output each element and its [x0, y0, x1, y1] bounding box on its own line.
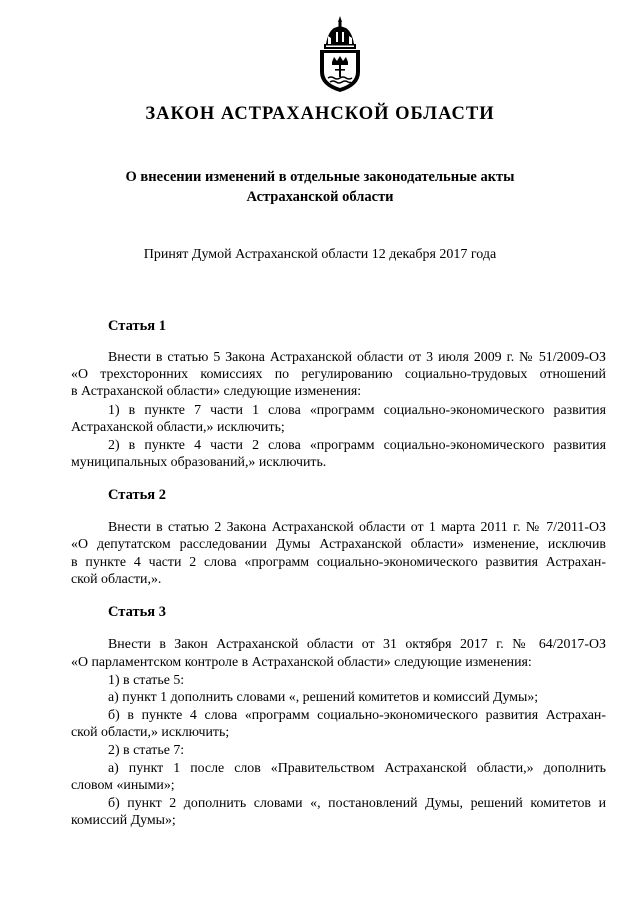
article-1-line: в Астраханской области» следующие изменения:	[71, 384, 362, 399]
article-2-line: «О депутатском расследовании Думы Астраханской области» изменение, исключив	[71, 537, 606, 552]
article-3-line: б) в пункте 4 слова «программ социально-экономического развития Астрахан-	[108, 708, 606, 723]
article-3-line: б) пункт 2 дополнить словами «, постановлений Думы, решений комитетов и	[108, 796, 606, 811]
article-3-line: ской области,» исключить;	[71, 725, 230, 740]
article-1-line: Астраханской области,» исключить;	[71, 420, 285, 435]
article-1-line: муниципальных образований,» исключить.	[71, 455, 327, 470]
article-2-line: в пункте 4 части 2 слова «программ социально-экономического развития Астрахан-	[71, 555, 606, 570]
article-3-heading: Статья 3	[108, 604, 166, 620]
article-3-line: комиссий Думы»;	[71, 813, 176, 828]
article-1-line: Внести в статью 5 Закона Астраханской области от 3 июля 2009 г. № 51/2009-ОЗ	[108, 350, 606, 365]
coat-of-arms-emblem	[314, 14, 366, 94]
article-3-line: а) пункт 1 после слов «Правительством Астраханской области,» дополнить	[108, 761, 606, 776]
article-1-line: 1) в пункте 7 части 1 слова «программ социально-экономического развития	[108, 403, 606, 418]
article-1-heading: Статья 1	[108, 318, 166, 334]
law-subject-line-2: Астраханской области	[246, 189, 394, 205]
article-3-line: словом «иными»;	[71, 778, 175, 793]
adoption-statement: Принят Думой Астраханской области 12 декабря 2017 года	[143, 247, 497, 262]
article-2-line: ской области,».	[71, 572, 162, 587]
article-2-heading: Статья 2	[108, 487, 166, 503]
article-3-line: «О парламентском контроле в Астраханской области» следующие изменения:	[71, 655, 532, 670]
article-1-line: 2) в пункте 4 части 2 слова «программ социально-экономического развития	[108, 438, 606, 453]
article-1-line: «О трехсторонних комиссиях по регулированию социально-трудовых отношений	[71, 367, 606, 382]
article-3-line: Внести в Закон Астраханской области от 31 октября 2017 г. № 64/2017-ОЗ	[108, 637, 606, 652]
article-3-line: а) пункт 1 дополнить словами «, решений комитетов и комиссий Думы»;	[108, 690, 539, 705]
article-3-line: 1) в статье 5:	[108, 673, 185, 688]
law-title: ЗАКОН АСТРАХАНСКОЙ ОБЛАСТИ	[145, 104, 495, 124]
article-2-line: Внести в статью 2 Закона Астраханской области от 1 марта 2011 г. № 7/2011-ОЗ	[108, 520, 606, 535]
crown-shield-icon	[314, 14, 366, 94]
article-3-line: 2) в статье 7:	[108, 743, 185, 758]
law-subject-line-1: О внесении изменений в отдельные законодательные акты	[125, 169, 515, 185]
